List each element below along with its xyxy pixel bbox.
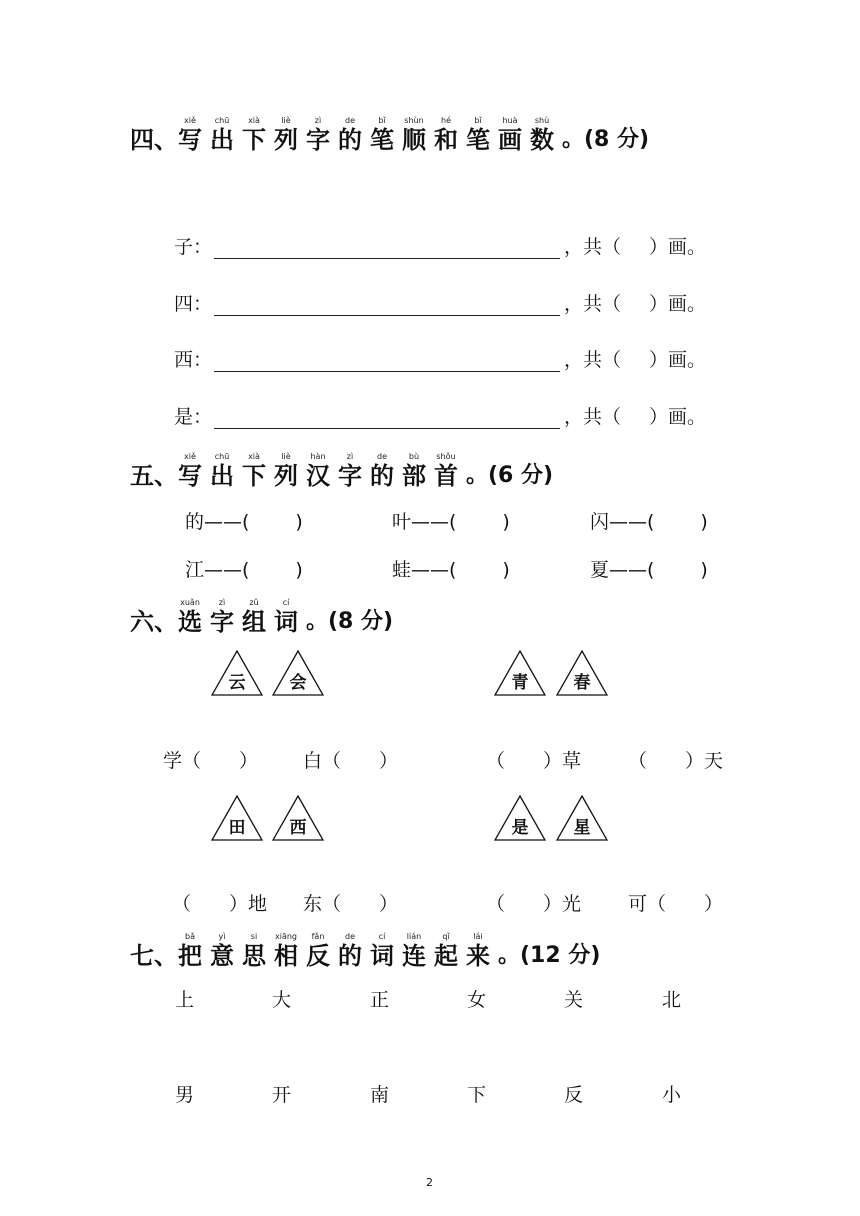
pinyin: xuǎn xyxy=(180,598,200,607)
pinyin-char xyxy=(434,452,458,490)
pinyin: bǎ xyxy=(185,932,195,941)
match-word-bottom[interactable]: 反 xyxy=(564,1084,584,1106)
pinyin-char xyxy=(210,932,234,970)
hanzi: 词 xyxy=(274,608,298,636)
hanzi: 把 xyxy=(178,942,202,970)
hanzi: 组 xyxy=(242,608,266,636)
hanzi: 画 xyxy=(498,126,522,154)
target-char: 西： xyxy=(174,349,213,371)
radical-item xyxy=(590,507,708,534)
radical-close: ) xyxy=(700,559,708,581)
match-word-top[interactable]: 正 xyxy=(370,989,390,1011)
pinyin-char xyxy=(466,116,490,154)
word-blank-item[interactable]: （ ）天 xyxy=(628,750,724,772)
pinyin-char xyxy=(178,452,202,490)
pinyin: si xyxy=(250,932,258,941)
answer-line[interactable] xyxy=(214,408,560,429)
stroke-order-row xyxy=(174,289,706,316)
pinyin: fǎn xyxy=(311,932,325,941)
section6-title xyxy=(130,598,393,636)
hanzi: 字 xyxy=(210,608,234,636)
pinyin-char xyxy=(530,116,554,154)
triangle-char: 青 xyxy=(511,673,529,693)
pinyin: shù xyxy=(534,116,550,125)
count-suffix: ）画。 xyxy=(649,349,707,371)
hanzi: 的 xyxy=(338,942,362,970)
pinyin-char xyxy=(242,116,266,154)
section-score: 。(12 分) xyxy=(498,943,601,968)
triangle-char: 西 xyxy=(289,818,307,838)
hanzi: 笔 xyxy=(370,126,394,154)
radical-prompt: 江——( xyxy=(185,559,250,581)
hanzi: 起 xyxy=(434,942,458,970)
pinyin-char xyxy=(434,116,458,154)
target-char: 是： xyxy=(174,406,213,428)
triangle-char: 田 xyxy=(228,818,246,838)
pinyin-char xyxy=(370,452,394,490)
hanzi: 下 xyxy=(242,126,266,154)
pinyin-char xyxy=(338,932,362,970)
section-number: 六、 xyxy=(130,608,178,636)
pinyin-char xyxy=(242,932,266,970)
hanzi: 选 xyxy=(178,608,202,636)
pinyin: lián xyxy=(406,932,422,941)
hanzi: 相 xyxy=(274,942,298,970)
section-score: 。(8 分) xyxy=(562,127,650,152)
hanzi: 的 xyxy=(338,126,362,154)
pinyin: shǒu xyxy=(436,452,456,461)
target-char: 子： xyxy=(174,236,213,258)
hanzi: 词 xyxy=(370,942,394,970)
pinyin: liè xyxy=(281,452,291,461)
pinyin: bǐ xyxy=(474,116,482,125)
word-blank-item[interactable]: 白（ ） xyxy=(303,750,399,772)
match-word-top[interactable]: 北 xyxy=(662,989,682,1011)
pinyin-char xyxy=(402,452,426,490)
triangle-char: 是 xyxy=(511,818,529,838)
pinyin-char xyxy=(178,932,202,970)
pinyin: xiāng xyxy=(274,932,297,941)
pinyin: de xyxy=(345,932,355,941)
section7-title xyxy=(130,932,600,970)
pinyin: shùn xyxy=(404,116,424,125)
pinyin: xià xyxy=(248,116,260,125)
radical-prompt: 夏——( xyxy=(590,559,655,581)
hanzi: 下 xyxy=(242,462,266,490)
section-score: 。(6 分) xyxy=(466,463,554,488)
section-number: 七、 xyxy=(130,942,178,970)
triangle-char: 会 xyxy=(289,673,307,693)
hanzi: 顺 xyxy=(402,126,426,154)
radical-item xyxy=(590,555,708,582)
target-char: 四： xyxy=(174,293,213,315)
pinyin: chū xyxy=(214,116,230,125)
pinyin-char xyxy=(242,452,266,490)
hanzi: 意 xyxy=(210,942,234,970)
pinyin: zì xyxy=(314,116,322,125)
pinyin-char xyxy=(434,932,458,970)
hanzi: 笔 xyxy=(466,126,490,154)
hanzi: 思 xyxy=(242,942,266,970)
radical-item xyxy=(185,555,303,582)
pinyin-char xyxy=(242,598,266,636)
pinyin: qǐ xyxy=(442,932,450,941)
pinyin: cí xyxy=(282,598,290,607)
hanzi: 字 xyxy=(338,462,362,490)
match-word-top[interactable]: 女 xyxy=(467,989,487,1011)
pinyin: zì xyxy=(218,598,226,607)
triangle-char: 春 xyxy=(573,673,591,693)
count-suffix: ）画。 xyxy=(649,406,707,428)
triangle-char-card xyxy=(211,795,263,841)
hanzi: 汉 xyxy=(306,462,330,490)
triangle-char: 云 xyxy=(228,673,246,693)
word-blank-item[interactable]: 学（ ） xyxy=(163,750,259,772)
section-number: 五、 xyxy=(130,462,178,490)
pinyin-char xyxy=(178,116,202,154)
pinyin-char xyxy=(402,116,426,154)
word-blank-item[interactable]: 可（ ） xyxy=(628,893,724,915)
hanzi: 字 xyxy=(306,126,330,154)
pinyin: xiě xyxy=(184,116,196,125)
answer-line[interactable] xyxy=(214,295,560,316)
triangle-char-card xyxy=(556,795,608,841)
hanzi: 和 xyxy=(434,126,458,154)
hanzi: 出 xyxy=(210,126,234,154)
pinyin-char xyxy=(274,598,298,636)
pinyin: hàn xyxy=(310,452,326,461)
pinyin-char xyxy=(306,452,330,490)
count-prefix: ，共（ xyxy=(564,293,622,315)
match-word-bottom[interactable]: 南 xyxy=(370,1084,390,1106)
hanzi: 反 xyxy=(306,942,330,970)
radical-prompt: 的——( xyxy=(185,511,250,533)
radical-item xyxy=(392,555,510,582)
radical-item xyxy=(392,507,510,534)
pinyin-char xyxy=(274,932,298,970)
match-word-top[interactable]: 关 xyxy=(564,989,584,1011)
pinyin: chū xyxy=(214,452,230,461)
section4-title xyxy=(130,116,649,154)
hanzi: 来 xyxy=(466,942,490,970)
pinyin-char xyxy=(274,452,298,490)
pinyin-char xyxy=(338,116,362,154)
pinyin: zǔ xyxy=(249,598,259,607)
triangle-char-card xyxy=(211,650,263,696)
pinyin-char xyxy=(274,116,298,154)
count-suffix: ）画。 xyxy=(649,236,707,258)
pinyin: cí xyxy=(378,932,386,941)
section-score: 。(8 分) xyxy=(306,609,394,634)
hanzi: 出 xyxy=(210,462,234,490)
answer-line[interactable] xyxy=(214,238,560,259)
answer-line[interactable] xyxy=(214,351,560,372)
radical-close: ) xyxy=(502,511,510,533)
pinyin: de xyxy=(345,116,355,125)
hanzi: 写 xyxy=(178,126,202,154)
match-word-top[interactable]: 上 xyxy=(175,989,195,1011)
pinyin-char xyxy=(210,452,234,490)
page-number: 2 xyxy=(426,1176,433,1189)
pinyin-char xyxy=(210,116,234,154)
word-blank-item[interactable]: （ ）光 xyxy=(486,893,582,915)
hanzi: 首 xyxy=(434,462,458,490)
pinyin: xià xyxy=(248,452,260,461)
word-blank-item[interactable]: （ ）地 xyxy=(172,893,268,915)
pinyin-char xyxy=(498,116,522,154)
pinyin-char xyxy=(466,932,490,970)
pinyin: zì xyxy=(346,452,354,461)
pinyin: liè xyxy=(281,116,291,125)
radical-close: ) xyxy=(295,559,303,581)
triangle-char: 星 xyxy=(573,818,591,838)
match-word-bottom[interactable]: 下 xyxy=(467,1084,487,1106)
radical-close: ) xyxy=(502,559,510,581)
match-word-bottom[interactable]: 开 xyxy=(272,1084,292,1106)
pinyin: lái xyxy=(473,932,483,941)
stroke-order-row xyxy=(174,402,706,429)
pinyin-char xyxy=(370,932,394,970)
triangle-char-card xyxy=(272,795,324,841)
pinyin: hé xyxy=(441,116,451,125)
pinyin-char xyxy=(370,116,394,154)
match-word-bottom[interactable]: 男 xyxy=(175,1084,195,1106)
pinyin: yì xyxy=(218,932,226,941)
pinyin: bù xyxy=(408,452,420,461)
pinyin: xiě xyxy=(184,452,196,461)
hanzi: 的 xyxy=(370,462,394,490)
count-prefix: ，共（ xyxy=(564,406,622,428)
stroke-order-row xyxy=(174,232,706,259)
radical-close: ) xyxy=(700,511,708,533)
section-number: 四、 xyxy=(130,126,178,154)
word-blank-item[interactable]: 东（ ） xyxy=(303,893,399,915)
pinyin: huà xyxy=(502,116,518,125)
radical-prompt: 蛙——( xyxy=(392,559,457,581)
triangle-char-card xyxy=(494,650,546,696)
radical-prompt: 闪——( xyxy=(590,511,655,533)
triangle-char-card xyxy=(272,650,324,696)
hanzi: 列 xyxy=(274,126,298,154)
triangle-char-card xyxy=(494,795,546,841)
pinyin: de xyxy=(377,452,387,461)
radical-item xyxy=(185,507,303,534)
triangle-char-card xyxy=(556,650,608,696)
count-prefix: ，共（ xyxy=(564,236,622,258)
hanzi: 部 xyxy=(402,462,426,490)
count-prefix: ，共（ xyxy=(564,349,622,371)
pinyin-char xyxy=(178,598,202,636)
word-blank-item[interactable]: （ ）草 xyxy=(486,750,582,772)
hanzi: 数 xyxy=(530,126,554,154)
count-suffix: ）画。 xyxy=(649,293,707,315)
stroke-order-row xyxy=(174,345,706,372)
section5-title xyxy=(130,452,553,490)
pinyin-char xyxy=(210,598,234,636)
radical-prompt: 叶——( xyxy=(392,511,457,533)
match-word-top[interactable]: 大 xyxy=(272,989,292,1011)
pinyin-char xyxy=(306,116,330,154)
pinyin-char xyxy=(306,932,330,970)
hanzi: 连 xyxy=(402,942,426,970)
pinyin-char xyxy=(402,932,426,970)
pinyin: bǐ xyxy=(378,116,386,125)
match-word-bottom[interactable]: 小 xyxy=(662,1084,682,1106)
pinyin-char xyxy=(338,452,362,490)
hanzi: 列 xyxy=(274,462,298,490)
hanzi: 写 xyxy=(178,462,202,490)
radical-close: ) xyxy=(295,511,303,533)
